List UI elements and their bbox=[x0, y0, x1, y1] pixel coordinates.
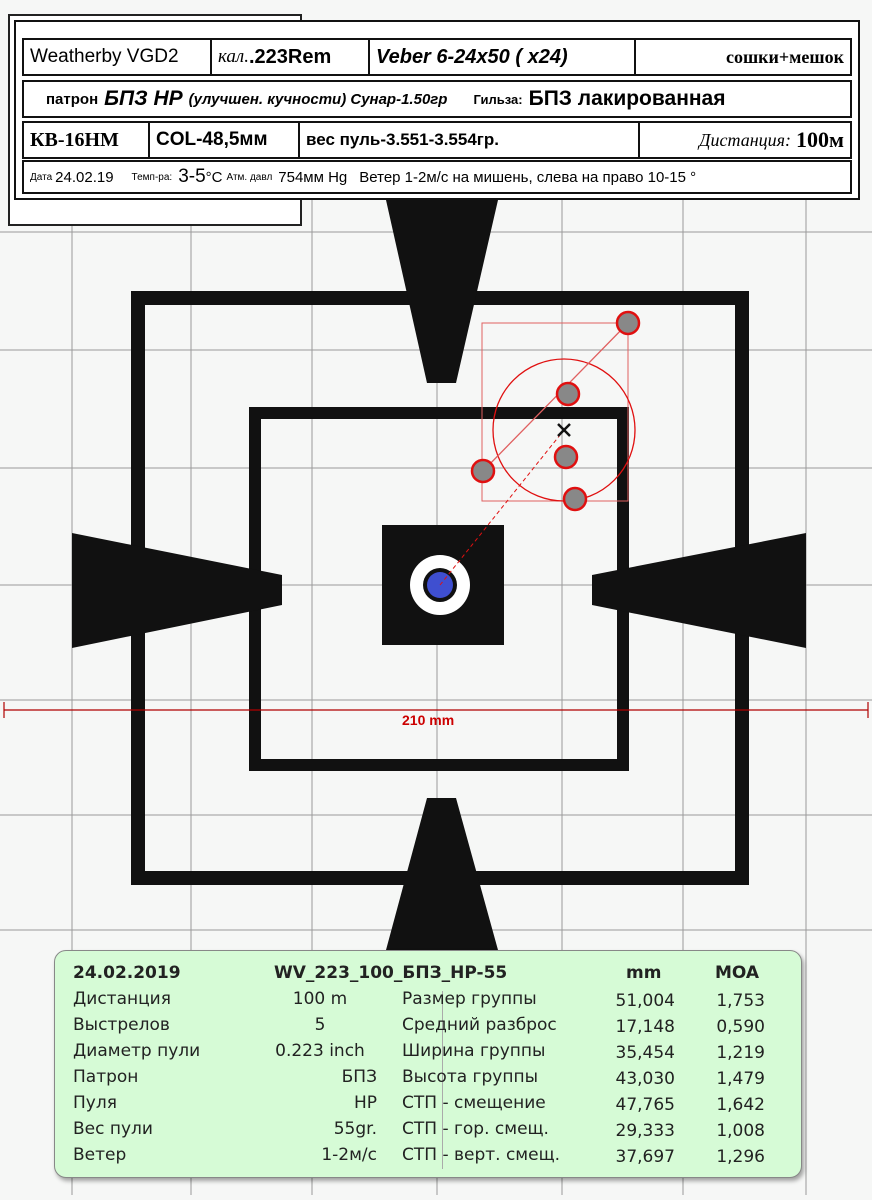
bullet-weight: вес пуль-3.551-3.554гр. bbox=[300, 123, 640, 157]
temp-value: 3-5 bbox=[178, 166, 206, 187]
rifle-name: Weatherby VGD2 bbox=[24, 40, 212, 74]
statistic-label: СТП - гор. смещ. bbox=[402, 1119, 549, 1139]
header-row-rifle bbox=[22, 38, 852, 76]
statistic-moa: 1,008 bbox=[716, 1121, 765, 1141]
date-value: 24.02.19 bbox=[55, 168, 114, 186]
statistic-mm: 47,765 bbox=[615, 1095, 675, 1115]
header-row-ammo bbox=[22, 80, 852, 118]
statistic-label: Высота группы bbox=[402, 1067, 538, 1087]
group-size-line bbox=[483, 323, 628, 471]
header-row-load bbox=[22, 121, 852, 159]
statistic-moa: 1,479 bbox=[716, 1069, 765, 1089]
wind-info: Ветер 1-2м/с на мишень, слева на право 10-15 ° bbox=[359, 168, 697, 186]
shot-hole bbox=[557, 383, 579, 405]
group-center-marker bbox=[558, 424, 570, 436]
parameter-label: Вес пули bbox=[73, 1119, 153, 1139]
pressure-value: 754мм Hg bbox=[278, 168, 348, 186]
results-file-name: WV_223_100_БПЗ_HP-55 bbox=[274, 963, 508, 983]
shot-hole bbox=[472, 460, 494, 482]
distance-label: Дистанция: bbox=[699, 129, 791, 150]
statistic-label: Ширина группы bbox=[402, 1041, 546, 1061]
statistic-label: СТП - верт. смещ. bbox=[402, 1145, 561, 1165]
parameter-value: 5 bbox=[314, 1015, 326, 1035]
parameter-label: Диаметр пули bbox=[73, 1041, 201, 1061]
statistic-moa: 0,590 bbox=[716, 1017, 765, 1037]
caliber-value: .223Rem bbox=[248, 45, 332, 68]
caliber-cell bbox=[212, 40, 370, 74]
parameter-label: Патрон bbox=[73, 1067, 139, 1087]
ammo-label: патрон bbox=[46, 90, 99, 108]
statistic-mm: 37,697 bbox=[615, 1147, 675, 1167]
header-row-conditions bbox=[22, 160, 852, 194]
col-value: COL-48,5мм bbox=[150, 123, 300, 157]
ammo-note: (улучшен. кучности) Сунар-1.50гр bbox=[188, 90, 448, 108]
distance-cell bbox=[640, 123, 850, 157]
parameter-value: 55gr. bbox=[333, 1119, 377, 1139]
statistic-moa: 1,219 bbox=[716, 1043, 765, 1063]
parameter-value: HP bbox=[353, 1093, 377, 1113]
statistic-mm: 29,333 bbox=[615, 1121, 675, 1141]
case-value: БПЗ лакированная bbox=[528, 87, 726, 110]
parameter-value: 1-2м/с bbox=[321, 1145, 377, 1165]
conditions-info bbox=[24, 162, 850, 192]
statistic-mm: 17,148 bbox=[615, 1017, 675, 1037]
statistic-label: СТП - смещение bbox=[402, 1093, 546, 1113]
statistic-label: Размер группы bbox=[402, 989, 537, 1009]
parameter-value: 0.223 inch bbox=[275, 1041, 365, 1061]
rest-setup: сошки+мешок bbox=[725, 46, 844, 67]
statistic-moa: 1,296 bbox=[716, 1147, 765, 1167]
statistic-moa: 1,642 bbox=[716, 1095, 765, 1115]
ammo-info bbox=[24, 82, 850, 116]
temp-unit: °C bbox=[205, 168, 223, 186]
statistic-mm: 51,004 bbox=[615, 991, 675, 1011]
distance-value: 100м bbox=[796, 127, 844, 152]
pressure-label: Атм. давл bbox=[226, 171, 273, 183]
parameter-label: Выстрелов bbox=[73, 1015, 170, 1035]
parameter-label: Пуля bbox=[73, 1093, 117, 1113]
temp-label: Темп-ра: bbox=[131, 171, 173, 183]
statistic-mm: 43,030 bbox=[615, 1069, 675, 1089]
powder-value: КВ-16НМ bbox=[24, 123, 150, 157]
shot-hole bbox=[564, 488, 586, 510]
caliber-prefix: кал. bbox=[218, 46, 249, 67]
results-date: 24.02.2019 bbox=[73, 963, 181, 983]
parameter-value: 100 m bbox=[292, 989, 348, 1009]
shot-hole bbox=[555, 446, 577, 468]
load-data-header bbox=[14, 20, 860, 200]
statistic-label: Средний разброс bbox=[402, 1015, 557, 1035]
statistic-moa: 1,753 bbox=[716, 991, 765, 1011]
parameter-label: Дистанция bbox=[73, 989, 171, 1009]
shot-hole bbox=[617, 312, 639, 334]
column-header-moa: MOA bbox=[715, 963, 760, 983]
parameter-value: БПЗ bbox=[341, 1067, 377, 1087]
width-dimension-label: 210 mm bbox=[402, 712, 455, 728]
scope-model: Veber 6-24x50 ( x24) bbox=[370, 40, 636, 74]
case-label: Гильза: bbox=[473, 91, 523, 107]
statistic-mm: 35,454 bbox=[615, 1043, 675, 1063]
column-header-mm: mm bbox=[626, 963, 662, 983]
ammo-value: БПЗ HP bbox=[104, 87, 183, 110]
group-results-panel bbox=[54, 950, 802, 1178]
parameter-label: Ветер bbox=[73, 1145, 127, 1165]
date-label: Дата bbox=[30, 171, 53, 183]
